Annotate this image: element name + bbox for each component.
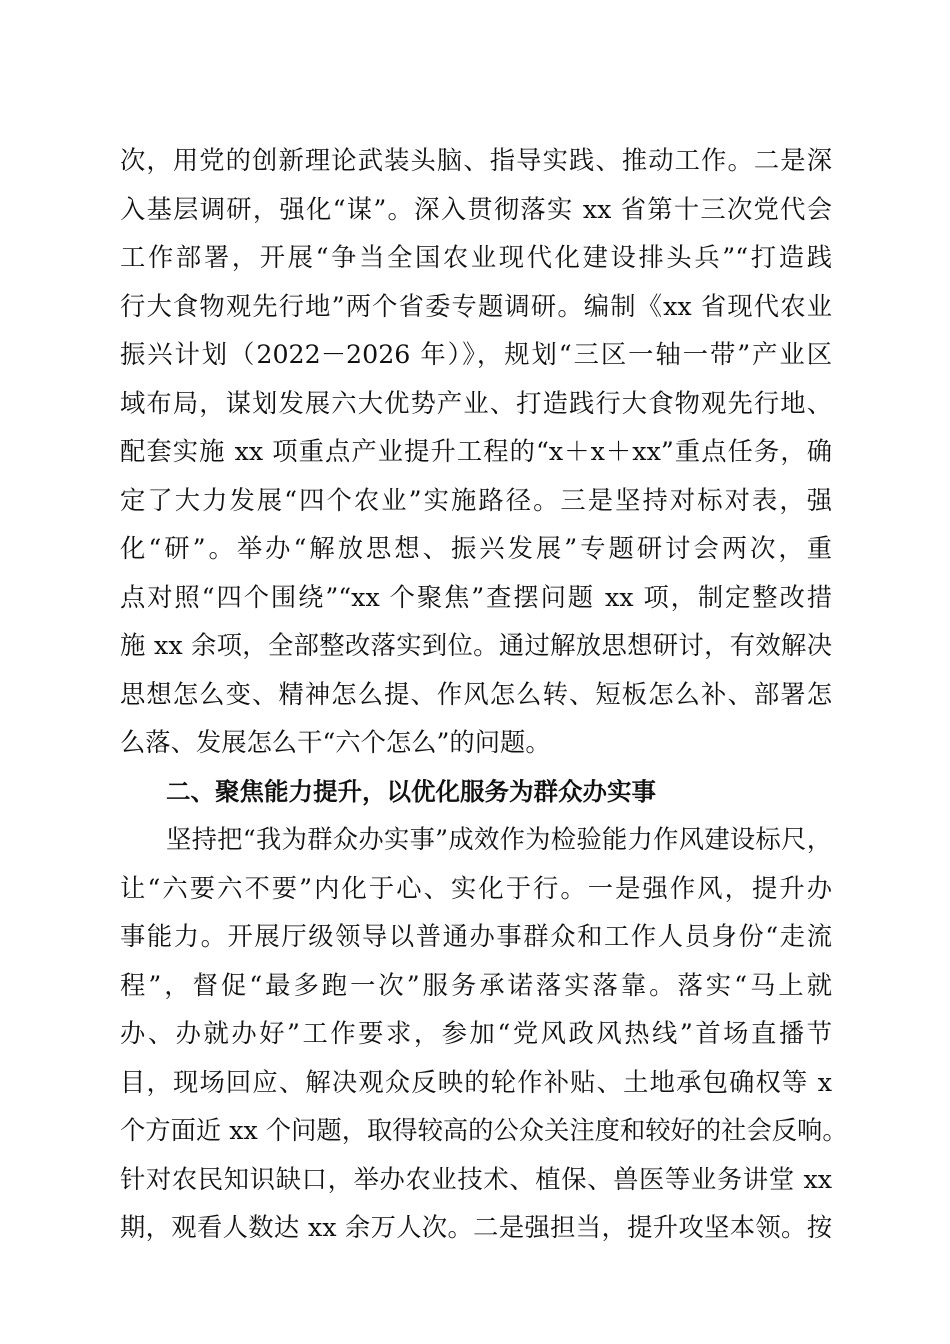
paragraph-2-line: 个方面近 xx 个问题，取得较高的公众关注度和较好的社会反响。: [120, 1116, 848, 1145]
paragraph-1-line: 定了大力发展“四个农业”实施路径。三是坚持对标对表，强: [120, 485, 832, 515]
paragraph-2-line: 针对农民知识缺口，举办农业技术、植保、兽医等业务讲堂 xx: [120, 1164, 832, 1194]
paragraph-1-line: 配套实施 xx 项重点产业提升工程的“x＋x＋xx”重点任务，确: [120, 437, 832, 466]
paragraph-2: [120, 816, 848, 1253]
paragraph-1-line: 振兴计划（2022－2026 年）》，规划“三区一轴一带”产业区: [120, 340, 832, 369]
paragraph-2-line: 程”，督促“最多跑一次”服务承诺落实落靠。落实“马上就: [120, 970, 832, 1000]
paragraph-1-line: 思想怎么变、精神怎么提、作风怎么转、短板怎么补、部署怎: [120, 679, 832, 709]
paragraph-1-line: 入基层调研，强化“谋”。深入贯彻落实 xx 省第十三次党代会: [120, 194, 832, 224]
paragraph-1-line: 化“研”。举办“解放思想、振兴发展”专题研讨会两次，重: [120, 534, 832, 563]
paragraph-1-line: 域布局，谋划发展六大优势产业、打造践行大食物观先行地、: [120, 388, 832, 418]
paragraph-1-line: 行大食物观先行地”两个省委专题调研。编制《xx 省现代农业: [120, 291, 832, 321]
paragraph-1-line: 工作部署，开展“争当全国农业现代化建设排头兵”“打造践: [120, 243, 832, 272]
paragraph-1-line: 施 xx 余项，全部整改落实到位。通过解放思想研讨，有效解决: [120, 631, 832, 660]
paragraph-2-line: 目，现场回应、解决观众反映的轮作补贴、土地承包确权等 x: [120, 1067, 832, 1097]
paragraph-2-line: 让“六要六不要”内化于心、实化于行。一是强作风，提升办: [120, 873, 832, 903]
paragraph-1: [120, 137, 832, 768]
paragraph-1-line: 么落、发展怎么干“六个怎么”的问题。: [120, 728, 551, 757]
paragraph-2-line: 办、办就办好”工作要求，参加“党风政风热线”首场直播节: [120, 1019, 832, 1048]
document-body: [120, 137, 848, 1253]
section-heading: 二、聚焦能力提升，以优化服务为群众办实事: [166, 776, 656, 806]
paragraph-2-line: 事能力。开展厅级领导以普通办事群众和工作人员身份“走流: [120, 922, 832, 951]
paragraph-1-line: 点对照“四个围绕”“xx 个聚焦”查摆问题 xx 项，制定整改措: [120, 582, 832, 612]
paragraph-2-line: 期，观看人数达 xx 余万人次。二是强担当，提升攻坚本领。按: [120, 1213, 832, 1242]
paragraph-2-line: 坚持把“我为群众办实事”成效作为检验能力作风建设标尺，: [166, 825, 832, 854]
paragraph-1-line: 次，用党的创新理论武装头脑、指导实践、推动工作。二是深: [120, 146, 832, 175]
